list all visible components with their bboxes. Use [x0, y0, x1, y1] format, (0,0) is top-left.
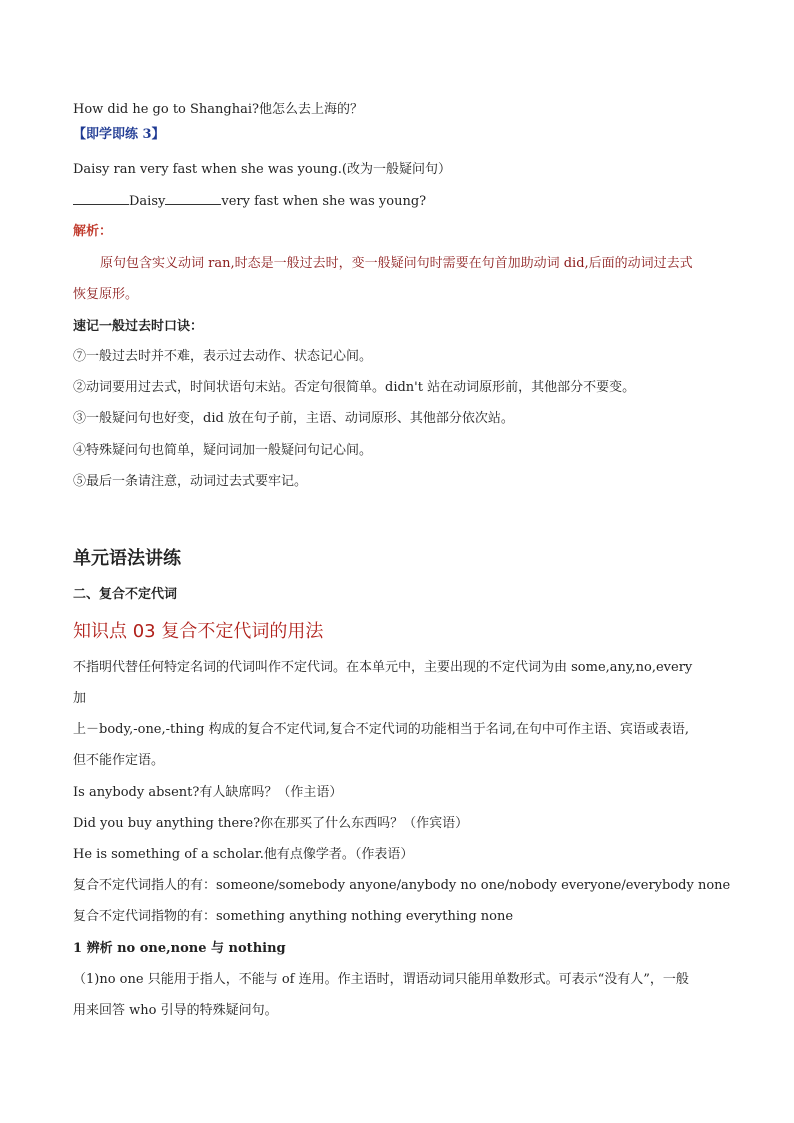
noone-line-2: 用来回答 who 引导的特殊疑问句。	[73, 1003, 278, 1018]
analysis-text-2: 恢复原形。	[73, 287, 139, 302]
analysis-text-1: 原句包含实义动词 ran,时态是一般过去时，变一般疑问句时需要在句首加助动词 did,后面的动词过去式	[100, 256, 693, 271]
knowledge-point-title: 知识点 03 复合不定代词的用法	[73, 621, 324, 642]
paragraph-line-1: 不指明代替任何特定名词的代词叫作不定代词。在本单元中，主要出现的不定代词为由 some,any,no,every	[73, 660, 693, 675]
paragraph-line-3: 上－body,-one,-thing 构成的复合不定代词,复合不定代词的功能相当于名词,在句中可作主语、宾语或表语,	[73, 722, 690, 737]
exercise-sentence: Daisy ran very fast when she was young.(改为一般疑问句）	[73, 162, 451, 177]
practice-label: 【即学即练 3】	[73, 127, 165, 142]
answer-blank-1[interactable]	[73, 192, 129, 205]
mnemonic-5: ⑤最后一条请注意，动词过去式要牢记。	[73, 474, 308, 489]
bianxi-heading: 1 辨析 no one,none 与 nothing	[73, 941, 286, 956]
mnemonic-2: ②动词要用过去式，时间状语句末站。否定句很简单。didn't 站在动词原形前，其他部分不要变。	[73, 380, 636, 395]
mnemonic-1: ⑦一般过去时并不难，表示过去动作、状态记心间。	[73, 349, 373, 364]
example-3: He is something of a scholar.他有点像学者。（作表语）	[73, 847, 414, 862]
noone-line-1: （1)no one 只能用于指人，不能与 of 连用。作主语时，谓语动词只能用单数形式。可表示“没有人”，一般	[73, 972, 689, 987]
example-1: Is anybody absent?有人缺席吗？（作主语）	[73, 785, 343, 800]
paragraph-line-4: 但不能作定语。	[73, 753, 165, 768]
answer-blank-2[interactable]	[165, 192, 221, 205]
subsection-title: 二、复合不定代词	[73, 587, 178, 602]
people-pronouns: 复合不定代词指人的有：someone/somebody anyone/anybody no one/nobody everyone/everybody none	[73, 878, 731, 893]
section-title: 单元语法讲练	[73, 548, 181, 569]
mnemonic-4: ④特殊疑问句也简单，疑问词加一般疑问句记心间。	[73, 443, 373, 458]
example-2: Did you buy anything there?你在那买了什么东西吗？（作宾语）	[73, 816, 469, 831]
fill-blank-question: Daisy very fast when she was young?	[73, 192, 426, 211]
thing-pronouns: 复合不定代词指物的有：something anything nothing everything none	[73, 909, 514, 924]
mnemonic-3: ③一般疑问句也好变，did 放在句子前，主语、动词原形、其他部分依次站。	[73, 411, 514, 426]
analysis-label: 解析：	[73, 224, 113, 239]
paragraph-line-2: 加	[73, 691, 87, 706]
example-sentence: How did he go to Shanghai?他怎么去上海的？	[73, 102, 363, 117]
mnemonic-title: 速记一般过去时口诀：	[73, 319, 204, 334]
